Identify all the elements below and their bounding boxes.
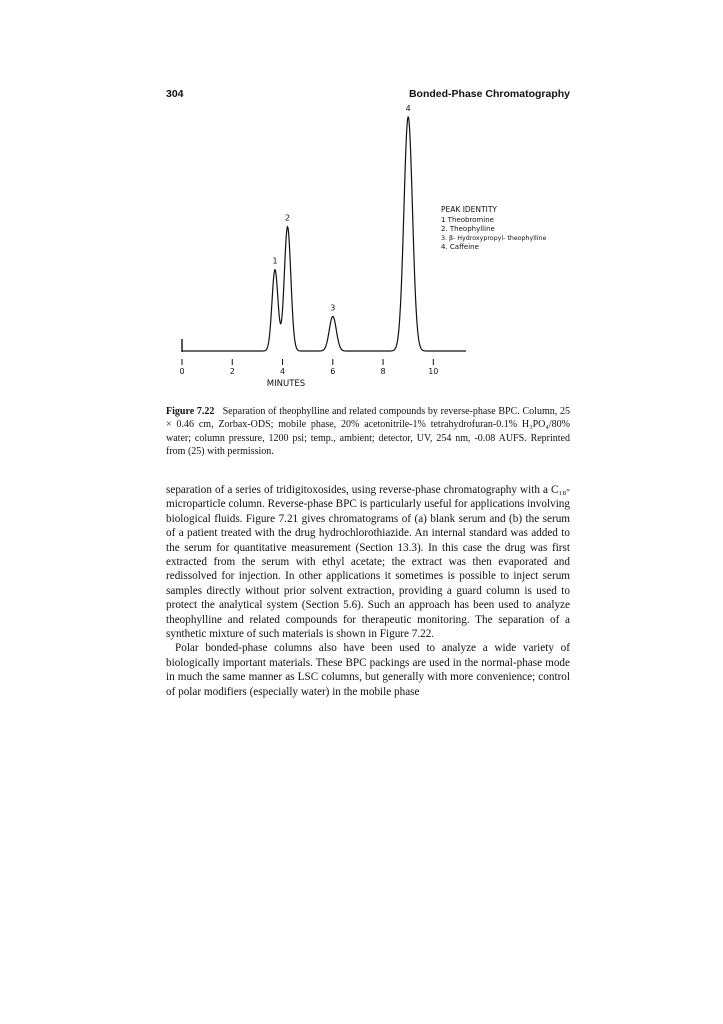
paragraph: separation of a series of tridigitoxosides, using reverse-phase chromatography with a C₁₈-microparticle column. Reverse-phase BPC is particularly useful for applications involving biological fluids. Figure 7.21 gives chromatograms of (a) blank serum and (b) the serum of a patient treated with the drug hydrochlorothiazide. An internal standard was added to the serum for quantitative measurement (Section 13.3). In this case the drug was first extracted from the serum with ethyl acetate; the extract was then evaporated and redissolved for injection. In other applications it sometimes is possible to inject serum samples directly without prior solvent extraction, providing a guard column is used to protect the analytical system (Section 5.6). Such an approach has been used to analyze theophylline and related compounds for therapeutic monitoring. The separation of a synthetic mixture of such materials is shown in Figure 7.22. xyxy=(166,484,570,641)
legend-entry: 4. Caffeine xyxy=(441,243,479,251)
legend xyxy=(441,205,547,251)
figure-caption xyxy=(166,405,570,459)
legend-entry: 3. β- Hydroxypropyl- theophylline xyxy=(441,235,547,242)
figure-caption-text: Separation of theophylline and related compounds by reverse-phase BPC. Column, 25 × 0.46 cm, Zorbax-ODS; mobile phase, 20% acetonitrile-1% tetrahydrofuran-0.1% H₃PO₄/80% water; column pressure, 1200 psi; temp., ambient; detector, UV, 254 nm, -0.08 AUFS. Reprinted from (25) with permission. xyxy=(166,406,570,458)
x-axis-label: MINUTES xyxy=(266,379,306,389)
body-text xyxy=(166,483,570,699)
x-axis-ticks xyxy=(182,359,433,365)
legend-entry: 2. Theophylline xyxy=(441,225,495,233)
page-number: 304 xyxy=(166,88,184,100)
x-axis-tick-labels xyxy=(179,367,438,376)
peak-label: 3 xyxy=(330,303,336,313)
running-title: Bonded-Phase Chromatography xyxy=(408,88,570,100)
x-tick-label: 2 xyxy=(229,367,235,376)
figure-label: Figure 7.22 xyxy=(166,406,215,417)
legend-title: PEAK IDENTITY xyxy=(441,205,497,214)
chromatogram-chart xyxy=(160,102,547,392)
paragraph: Polar bonded-phase columns also have been used to analyze a wide variety of biologically important materials. These BPC packings are used in the normal-phase mode in much the same manner as LSC columns, but generally with more convenience; control of polar modifiers (especially water) in the mobile phase xyxy=(166,642,570,698)
peak-labels xyxy=(272,104,410,313)
x-tick-label: 4 xyxy=(279,367,286,376)
series-line xyxy=(182,117,466,351)
x-tick-label: 0 xyxy=(179,367,185,376)
peak-label: 4 xyxy=(405,103,411,113)
peak-label: 1 xyxy=(272,256,278,266)
x-tick-label: 8 xyxy=(380,367,386,376)
x-tick-label: 6 xyxy=(330,367,336,376)
peak-label: 2 xyxy=(285,213,291,223)
x-tick-label: 10 xyxy=(428,367,439,376)
legend-entry: 1 Theobromine xyxy=(441,216,494,224)
